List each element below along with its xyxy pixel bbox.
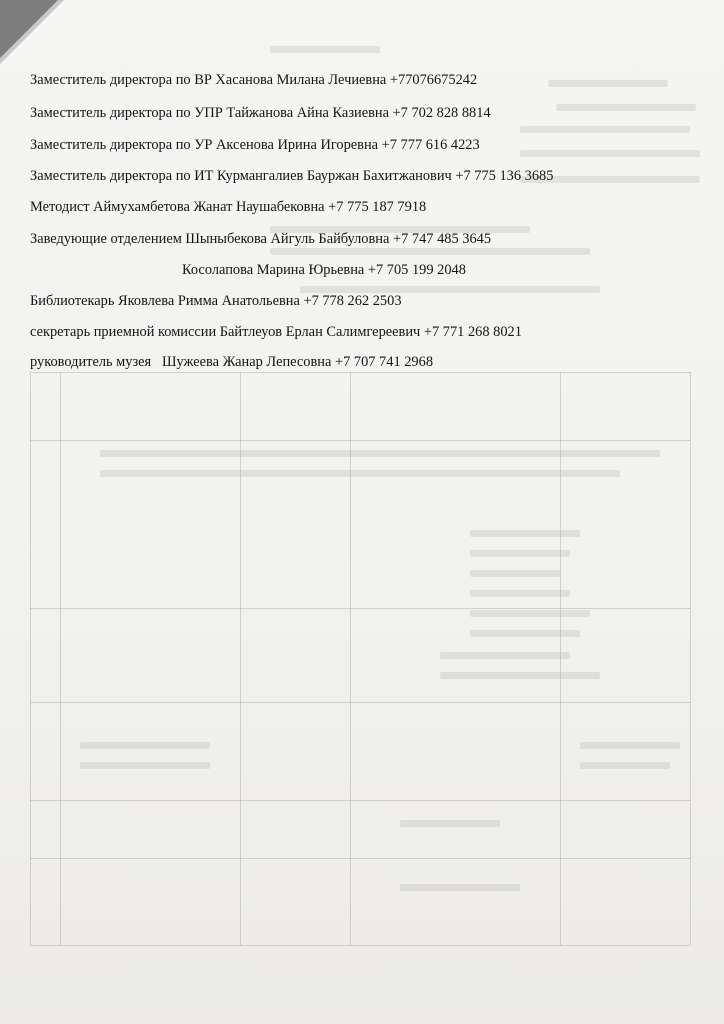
contact-line-deputy-director-ur: Заместитель директора по УР Аксенова Ирина Игоревна +7 777 616 4223 — [30, 137, 480, 153]
contact-line-deputy-director-vr: Заместитель директора по ВР Хасанова Милана Лечиевна +77076675242 — [30, 72, 478, 88]
contact-line-deputy-director-it: Заместитель директора по ИТ Курмангалиев Бауржан Бахитжанович +7 775 136 3685 — [30, 168, 554, 184]
contact-line-department-head-2: Косолапова Марина Юрьевна +7 705 199 2048 — [182, 262, 466, 278]
contact-line-librarian: Библиотекарь Яковлева Римма Анатольевна +7 778 262 2503 — [30, 293, 402, 309]
contact-line-admissions-secretary: секретарь приемной комиссии Байтлеуов Ерлан Салимгереевич +7 771 268 8021 — [30, 324, 522, 340]
contact-line-department-head: Заведующие отделением Шыныбекова Айгуль Байбуловна +7 747 485 3645 — [30, 231, 492, 247]
contact-line-deputy-director-upr: Заместитель директора по УПР Тайжанова Айна Казиевна +7 702 828 8814 — [30, 105, 491, 121]
folded-corner — [0, 0, 58, 58]
contact-line-methodist: Методист Аймухамбетова Жанат Наушабековна +7 775 187 7918 — [30, 199, 427, 215]
contact-line-museum-head: руководитель музея Шужеева Жанар Лепесовна +7 707 741 2968 — [30, 354, 434, 370]
